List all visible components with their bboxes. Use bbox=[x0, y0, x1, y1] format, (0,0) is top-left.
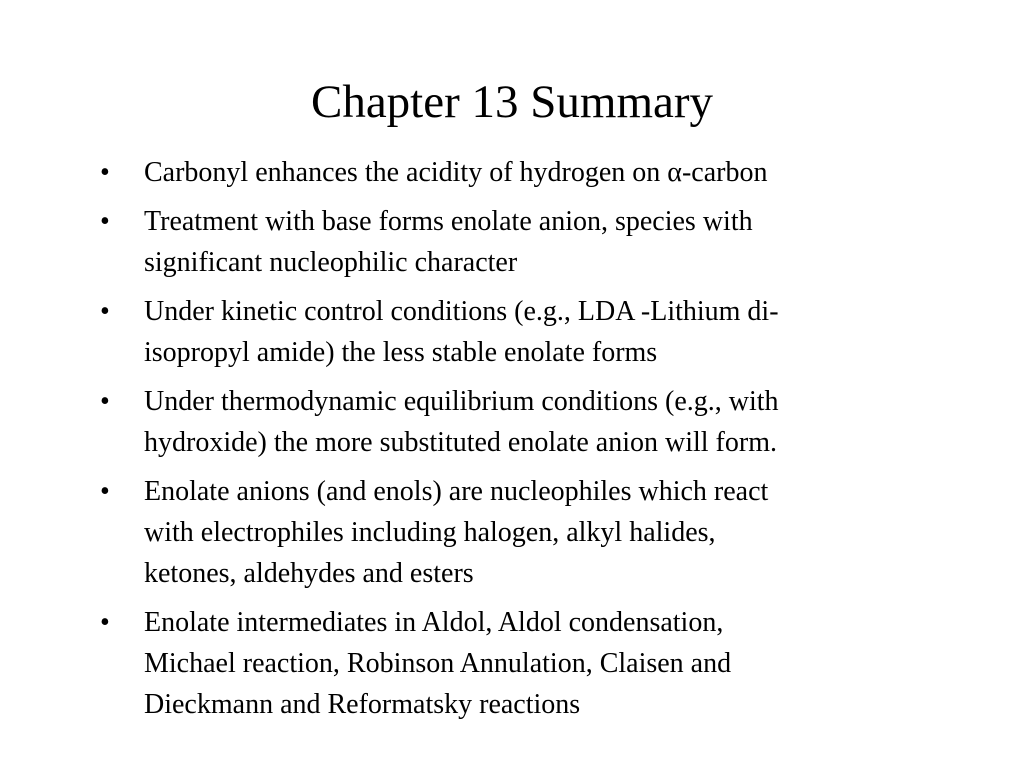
bullet-line: Under kinetic control conditions (e.g., LDA -Lithium di- bbox=[144, 296, 779, 327]
bullet-line: hydroxide) the more substituted enolate anion will form. bbox=[144, 427, 777, 458]
bullet-line: significant nucleophilic character bbox=[144, 247, 518, 278]
bullet-list bbox=[100, 152, 930, 733]
bullet-line: Carbonyl enhances the acidity of hydrogen on α-carbon bbox=[144, 157, 768, 188]
bullet-line: Under thermodynamic equilibrium conditions (e.g., with bbox=[144, 386, 779, 417]
bullet-icon: • bbox=[100, 296, 110, 327]
bullet-line: Treatment with base forms enolate anion, species with bbox=[144, 206, 753, 237]
bullet-item bbox=[100, 471, 930, 594]
bullet-line: with electrophiles including halogen, alkyl halides, bbox=[144, 517, 716, 548]
bullet-item bbox=[100, 201, 930, 283]
bullet-text bbox=[144, 296, 779, 368]
bullet-icon: • bbox=[100, 386, 110, 417]
bullet-line: Dieckmann and Reformatsky reactions bbox=[144, 689, 581, 720]
bullet-item bbox=[100, 602, 930, 725]
bullet-icon: • bbox=[100, 157, 110, 188]
bullet-line: Michael reaction, Robinson Annulation, Claisen and bbox=[144, 648, 732, 679]
bullet-line: ketones, aldehydes and esters bbox=[144, 558, 474, 589]
bullet-item bbox=[100, 381, 930, 463]
bullet-text bbox=[144, 607, 731, 720]
bullet-item bbox=[100, 291, 930, 373]
bullet-item bbox=[100, 152, 930, 193]
bullet-icon: • bbox=[100, 607, 110, 638]
bullet-line: Enolate intermediates in Aldol, Aldol condensation, bbox=[144, 607, 724, 638]
bullet-line: isopropyl amide) the less stable enolate forms bbox=[144, 337, 658, 368]
bullet-text bbox=[144, 206, 753, 278]
bullet-icon: • bbox=[100, 476, 110, 507]
slide-title: Chapter 13 Summary bbox=[310, 76, 714, 128]
bullet-line: Enolate anions (and enols) are nucleophiles which react bbox=[144, 476, 769, 507]
bullet-text bbox=[144, 476, 768, 589]
bullet-text bbox=[144, 157, 767, 188]
bullet-text bbox=[144, 386, 779, 458]
bullet-icon: • bbox=[100, 206, 110, 237]
